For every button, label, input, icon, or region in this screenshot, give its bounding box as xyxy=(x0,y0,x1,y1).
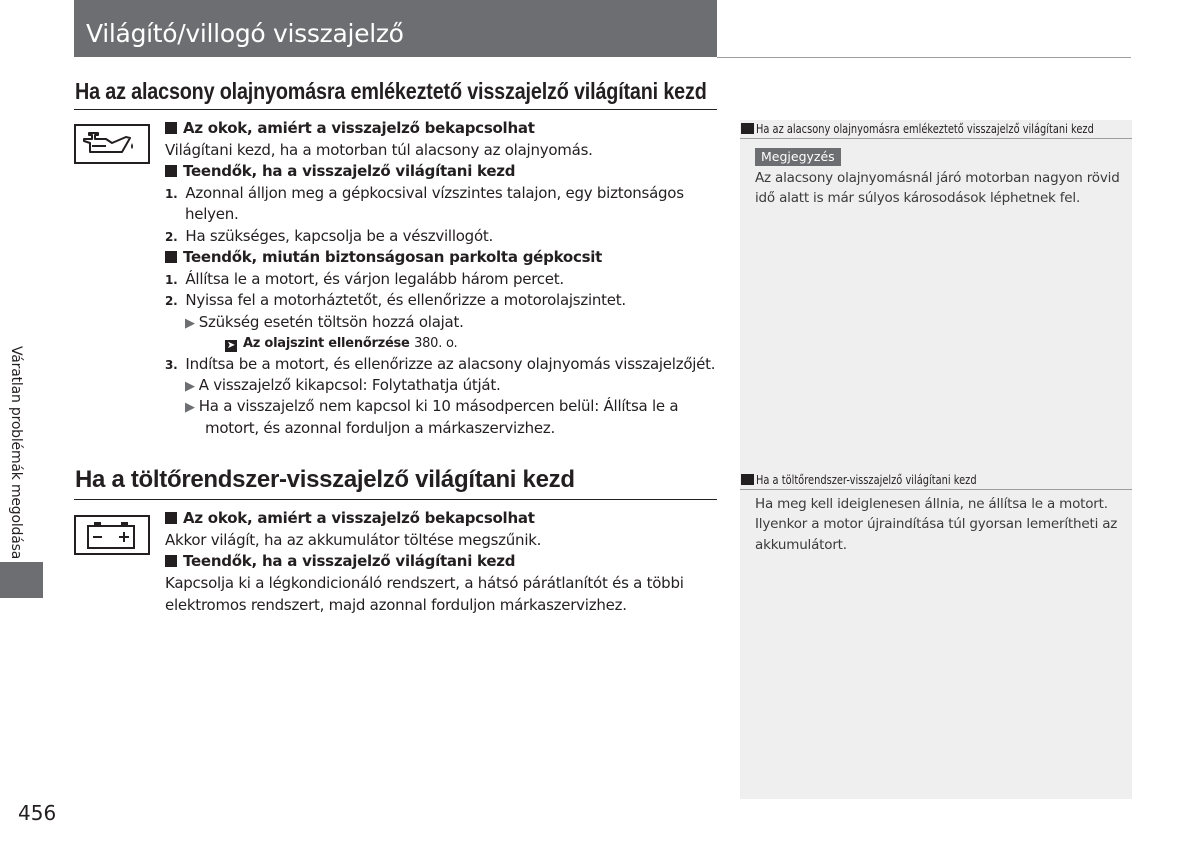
parked-step-3-sub2-cont: motort, és azonnal forduljon a márkaszervizhez. xyxy=(205,419,555,437)
cross-reference-link[interactable]: ➤ Az olajszint ellenőrzése 380. o. xyxy=(226,336,458,351)
parked-heading: Teendők, miután biztonságosan parkolta gépkocsit xyxy=(165,247,602,268)
square-bullet-icon xyxy=(165,512,177,524)
sidebar-note-heading: Ha az alacsony olajnyomásra emlékeztető visszajelző világítani kezd xyxy=(740,120,1132,139)
arrow-bullet-icon: ▶ xyxy=(185,316,195,331)
reference-arrow-icon: ➤ xyxy=(226,340,236,351)
sidebar-note-text: akkumulátort. xyxy=(755,537,847,553)
causes-heading: Az okok, amiért a visszajelző bekapcsolhat xyxy=(165,118,535,139)
section-divider xyxy=(74,109,717,110)
sidebar-note-text: Ilyenkor a motor újraindítása túl gyorsan lemerítheti az xyxy=(755,516,1118,532)
causes-text: Világítani kezd, ha a motorban túl alacsony az olajnyomás. xyxy=(165,141,593,159)
square-bullet-icon xyxy=(165,555,177,567)
parked-step-2: 2. Nyissa fel a motorháztetőt, és ellenőrizze a motorolajszintet. xyxy=(165,291,626,309)
sidebar-notes-panel xyxy=(740,120,1132,799)
causes-heading: Az okok, amiért a visszajelző bekapcsolhat xyxy=(165,508,535,529)
causes-text: Akkor világít, ha az akkumulátor töltése megszűnik. xyxy=(165,531,542,549)
todo-heading: Teendők, ha a visszajelző világítani kezd xyxy=(165,161,515,182)
arrow-bullet-icon: ▶ xyxy=(185,400,195,415)
section-heading-oil-pressure: Ha az alacsony olajnyomásra emlékeztető visszajelző világítani kezd xyxy=(75,78,707,104)
sidebar-note-text: Ha meg kell ideiglenesen állnia, ne állítsa le a motort. xyxy=(755,496,1108,512)
double-arrow-icon xyxy=(741,474,754,485)
oil-pressure-icon xyxy=(74,124,150,164)
parked-step-3-sub2: ▶ Ha a visszajelző nem kapcsol ki 10 másodpercen belül: Állítsa le a xyxy=(185,397,679,415)
todo-step-1: 1. Azonnal álljon meg a gépkocsival vízszintes talajon, egy biztonságos xyxy=(165,184,684,202)
chapter-tab xyxy=(0,562,43,598)
double-arrow-icon xyxy=(741,123,754,134)
battery-charge-icon xyxy=(74,515,150,555)
sidebar-note-heading: Ha a töltőrendszer-visszajelző világítani kezd xyxy=(740,471,1132,490)
todo-heading: Teendők, ha a visszajelző világítani kezd xyxy=(165,551,515,572)
todo-text: Kapcsolja ki a légkondicionáló rendszert, a hátsó párátlanítót és a többi xyxy=(165,574,684,592)
todo-text-cont: elektromos rendszert, majd azonnal forduljon márkaszervizhez. xyxy=(165,596,627,614)
page-number: 456 xyxy=(18,801,57,825)
section-divider xyxy=(74,499,717,500)
header-divider xyxy=(717,57,1131,58)
arrow-bullet-icon: ▶ xyxy=(185,379,195,394)
parked-step-3: 3. Indítsa be a motort, és ellenőrizze az alacsony olajnyomás visszajelzőjét. xyxy=(165,355,716,373)
parked-step-3-sub1: ▶ A visszajelző kikapcsol: Folytathatja útját. xyxy=(185,376,501,394)
parked-step-2-sub: ▶ Szükség esetén töltsön hozzá olajat. xyxy=(185,313,464,331)
sidebar-note-text: Az alacsony olajnyomásnál járó motorban nagyon rövid xyxy=(755,170,1120,186)
square-bullet-icon xyxy=(165,122,177,134)
sidebar-note-text: idő alatt is már súlyos károsodások léphetnek fel. xyxy=(755,190,1081,206)
chapter-label: Váratlan problémák megoldása xyxy=(8,346,24,560)
todo-step-2: 2. Ha szükséges, kapcsolja be a vészvillogót. xyxy=(165,227,494,245)
square-bullet-icon xyxy=(165,165,177,177)
square-bullet-icon xyxy=(165,251,177,263)
parked-step-1: 1. Állítsa le a motort, és várjon legalább három percet. xyxy=(165,270,564,288)
section-heading-charging: Ha a töltőrendszer-visszajelző világítani kezd xyxy=(75,466,575,493)
page-title: Világító/villogó visszajelző xyxy=(86,19,404,48)
note-badge: Megjegyzés xyxy=(755,148,841,166)
todo-step-1-cont: helyen. xyxy=(185,205,239,223)
